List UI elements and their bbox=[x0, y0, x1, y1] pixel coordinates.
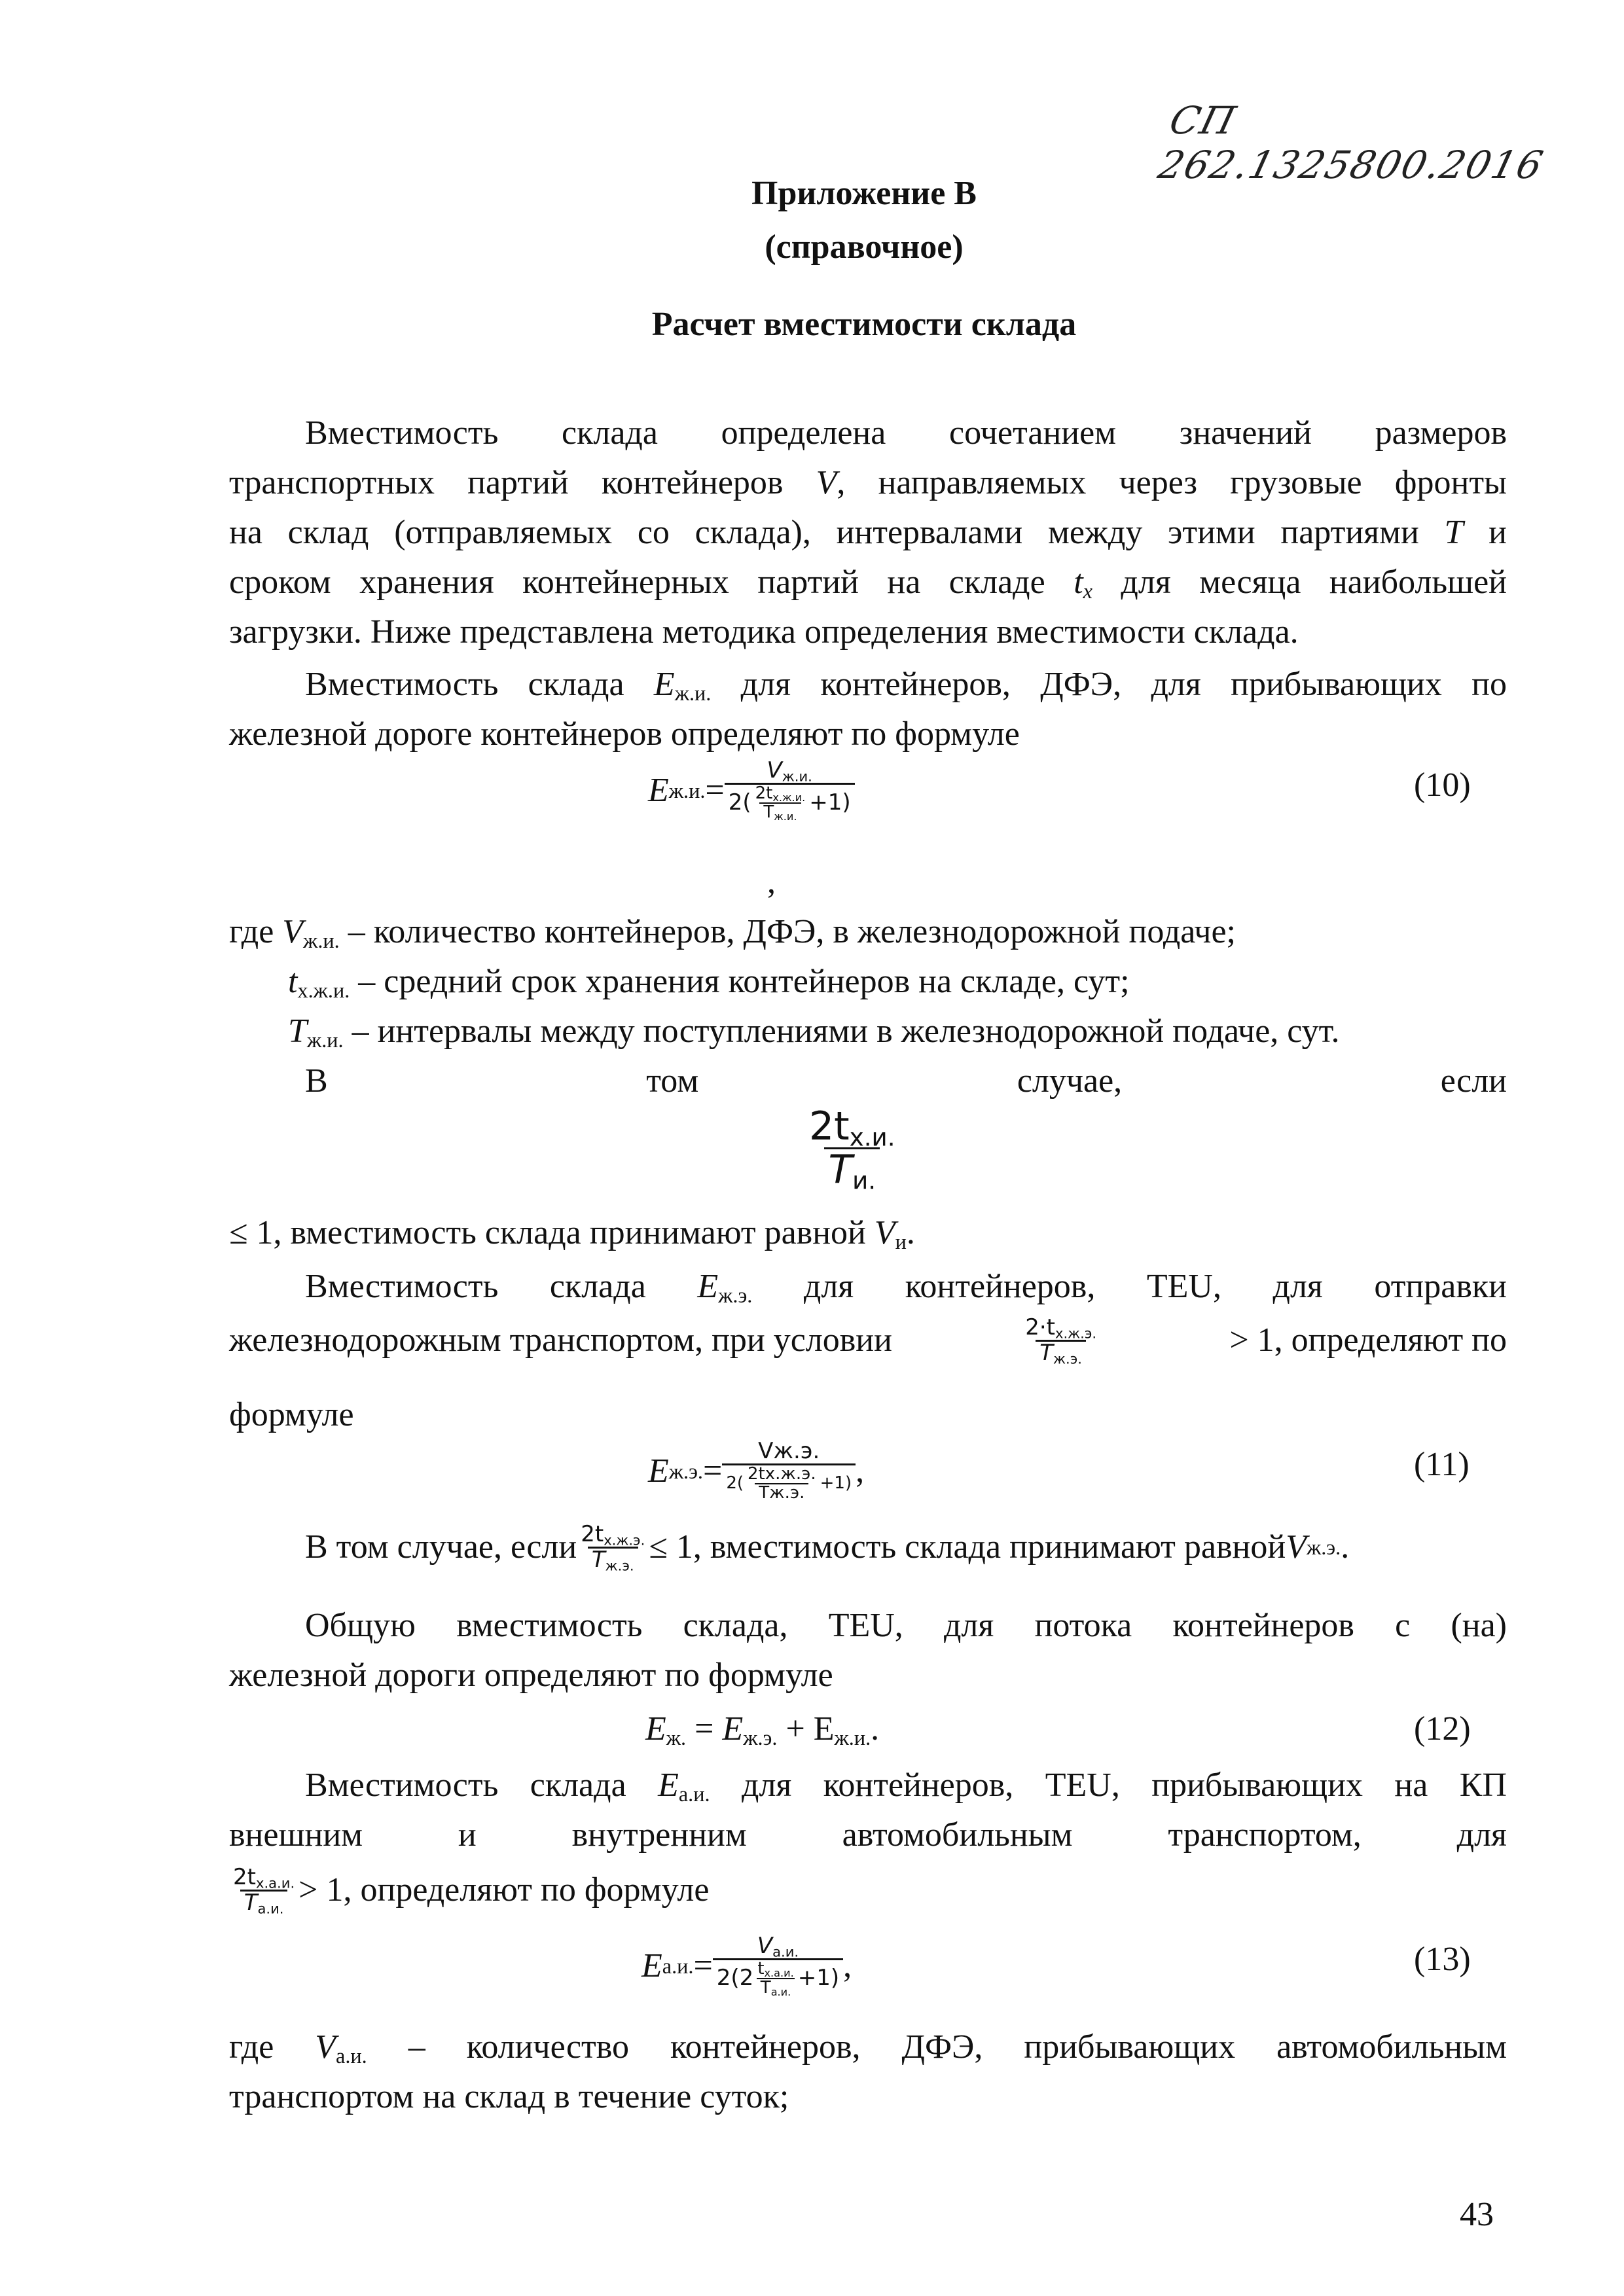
p1-line-5: загрузки. Ниже представлена методика определения вместимости склада. bbox=[229, 613, 1299, 651]
appendix-heading: Расчет вместимости склада bbox=[651, 306, 1077, 343]
formula-10-fraction: $V_{ж.и.}$ 2( $\frac{2t_{х.ж.и.}}{T_{ж.и.}}$ +1) bbox=[725, 759, 855, 821]
def-v-zhi: где $V_{ж.и.}$ – количество контейнеров, ДФЭ, в железнодорожной подаче; bbox=[229, 913, 1236, 953]
p4-line-2: железной дороги определяют по формуле bbox=[229, 1657, 833, 1694]
p3-condition-fraction: $\frac{2\cdot t_{х.ж.э.}}{T_{ж.э.}}$ bbox=[1025, 1314, 1097, 1367]
p5-line-3: $\frac{2t_{х.а.и.}}{T_{а.и.}}$ > 1, определяют по формуле bbox=[229, 1865, 709, 1915]
p1-line-2: транспортных партий контейнеров V, направляемых через грузовые фронты bbox=[229, 464, 1507, 501]
p5-line-1: Вместимость склада $E_{а.и.}$ для контейнеров, TEU, прибывающих на КП bbox=[305, 1767, 1507, 1806]
appendix-subtitle: (справочное) bbox=[765, 228, 964, 266]
equation-number-11: (11) bbox=[1414, 1446, 1470, 1483]
page-number: 43 bbox=[1460, 2196, 1494, 2233]
formula-13-fraction: $V_{а.и.}$ 2(2 $\frac{t_{х.а.и.}}{T_{а.и.}}$ +1) bbox=[713, 1935, 843, 1997]
p3-line-2: железнодорожным транспортом, при условии $\frac{2\cdot t_{х.ж.э.}}{T_{ж.э.}}$ > 1, определяют по bbox=[229, 1314, 1507, 1367]
case1-tail: ≤ 1, вместимость склада принимают равной $V_и$. bbox=[229, 1214, 915, 1254]
case2-fraction: $\frac{2t_{х.ж.э.}}{T_{ж.э.}}$ bbox=[581, 1520, 645, 1573]
formula-13: E а.и. = $V_{а.и.}$ 2(2 $\frac{t_{х.а.и.}}{T_{а.и.}}$ +1) , bbox=[641, 1933, 852, 1998]
formula-12: $E_{ж.} = E_{ж.э.} + E_{ж.и.}$. bbox=[645, 1710, 880, 1750]
p1-line-1: Вместимость склада определена сочетанием значений размеров bbox=[305, 414, 1507, 452]
formula-10: E ж.и. = $V_{ж.и.}$ 2( $\frac{2t_{х.ж.и.}}{T_{ж.и.}}$ +1) bbox=[648, 759, 855, 821]
equation-number-10: (10) bbox=[1414, 766, 1471, 804]
formula-10-trailing-comma: , bbox=[767, 863, 776, 901]
document-code-handwritten: СП 262.1325800.2016 bbox=[1154, 98, 1549, 187]
formula-11: E ж.э. = Vж.э. 2( $\frac{2tх.ж.э.}{Tж.э.}$ +1) , bbox=[648, 1438, 865, 1503]
def-T-zhi: $T_{ж.и.}$ – интервалы между поступлениями в железнодорожной подаче, сут. bbox=[288, 1013, 1340, 1052]
p3-line-1: Вместимость склада $E_{ж.э.}$ для контейнеров, TEU, для отправки bbox=[305, 1268, 1507, 1308]
def-t-xzhi: $t_{х.ж.и.}$ – средний срок хранения контейнеров на складе, сут; bbox=[288, 963, 1130, 1003]
p5-condition-fraction: $\frac{2t_{х.а.и.}}{T_{а.и.}}$ bbox=[233, 1863, 295, 1916]
p1-line-3: на склад (отправляемых со склада), интервалами между этими партиями T и bbox=[229, 514, 1507, 551]
p1-line-4: сроком хранения контейнерных партий на складе $t_x$ для месяца наибольшей bbox=[229, 564, 1507, 603]
def-v-ai: где $V_{а.и.}$ – количество контейнеров, ДФЭ, прибывающих автомобильным bbox=[229, 2028, 1507, 2068]
p2-line-1: Вместимость склада $E_{ж.и.}$ для контейнеров, ДФЭ, для прибывающих по bbox=[305, 666, 1507, 706]
p2-line-2: железной дороге контейнеров определяют по формуле bbox=[229, 715, 1020, 753]
equation-number-12: (12) bbox=[1414, 1710, 1471, 1748]
formula-11-fraction: Vж.э. 2( $\frac{2tх.ж.э.}{Tж.э.}$ +1) bbox=[722, 1440, 856, 1502]
case1-fraction: $\frac{2t_{х.и.}}{T_{и.}}$ bbox=[809, 1103, 895, 1195]
p3-line-3: формуле bbox=[229, 1396, 354, 1433]
appendix-title: Приложение В bbox=[751, 175, 977, 212]
p5-line-2: внешним и внутренним автомобильным транспортом, для bbox=[229, 1816, 1507, 1854]
case2-line: В том случае, если $\frac{2t_{х.ж.э.}}{T_{ж.э.}}$ ≤ 1, вместимость склада принимают равной V ж.э. . bbox=[305, 1520, 1350, 1573]
p4-line-1: Общую вместимость склада, TEU, для потока контейнеров с (на) bbox=[305, 1607, 1507, 1644]
case1-line: В том случае, если bbox=[305, 1062, 1507, 1100]
def-v-ai-line-2: транспортом на склад в течение суток; bbox=[229, 2078, 789, 2115]
equation-number-13: (13) bbox=[1414, 1941, 1471, 1978]
